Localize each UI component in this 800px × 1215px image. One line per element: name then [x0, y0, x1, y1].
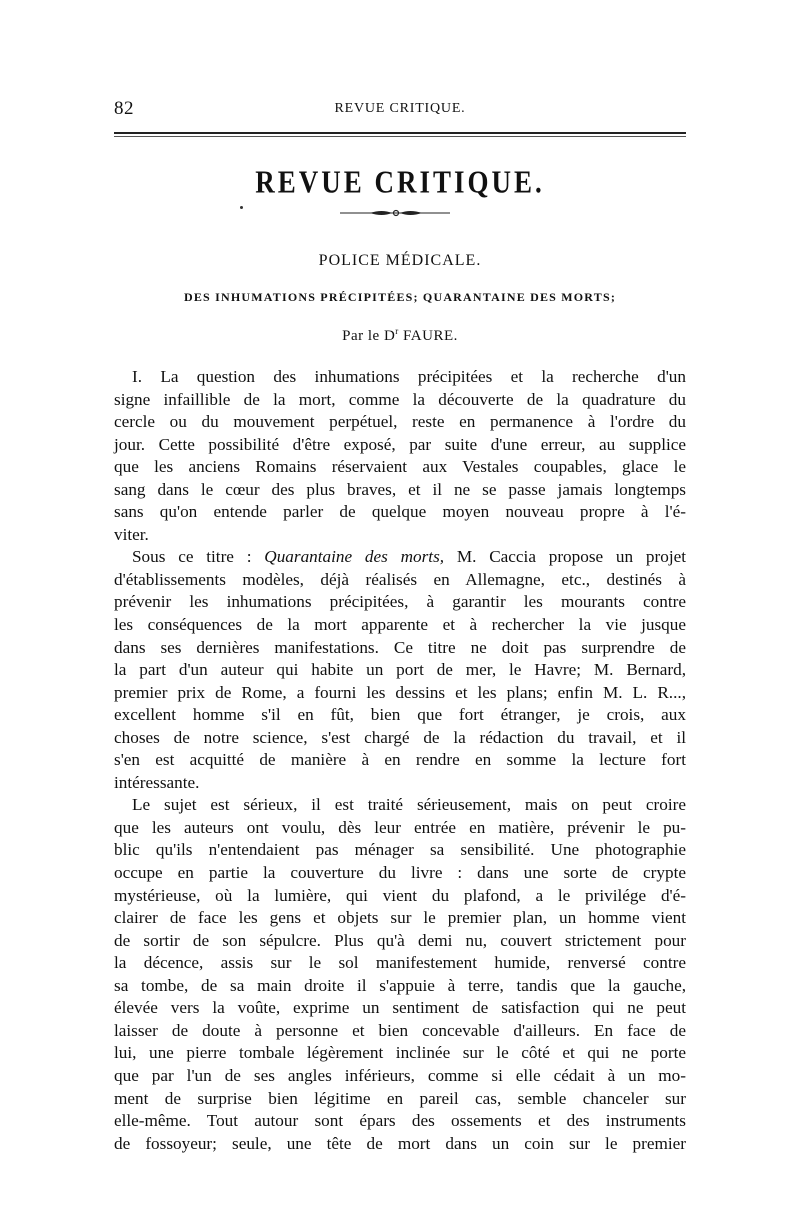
body-line: ment de surprise bien légitime en pareil cas, semble chanceler sur	[114, 1088, 686, 1108]
body-line: cercle ou du mouvement perpétuel, reste en permanence à l'ordre du	[114, 412, 686, 432]
body-line: que les anciens Romains réservaient aux Vestales coupables, glace le	[114, 457, 686, 477]
page-number: 82	[114, 98, 134, 119]
body-line: occupe en partie la couverture du livre : dans une sorte de crypte	[114, 863, 686, 883]
body-line: jour. Cette possibilité d'être exposé, par suite d'une erreur, au supplice	[114, 434, 686, 454]
body-line: prévenir les inhumations précipitées, à garantir les mourants contre	[114, 592, 686, 612]
body-line: viter.	[114, 524, 149, 544]
body-line: sa tombe, de sa main droite il s'appuie à terre, tandis que la gauche,	[114, 975, 686, 995]
running-head	[114, 98, 686, 122]
body-line: premier prix de Rome, a fourni les dessins et les plans; enfin M. L. R...,	[114, 682, 686, 702]
body-line: les conséquences de la mort apparente et à rechercher la vie jusque	[114, 615, 686, 635]
body-line: sans qu'on entende parler de quelque moyen nouveau propre à l'é-	[114, 502, 686, 522]
body-line: que par l'un de ses angles inférieurs, comme si elle cédait à un mo-	[114, 1065, 686, 1085]
body-line: lui, une pierre tombale légèrement inclinée sur le côté et qui ne porte	[114, 1043, 686, 1063]
header-rule	[114, 132, 686, 134]
body-line: mystérieuse, où la lumière, qui vient du plafond, a le privilége d'é-	[114, 885, 686, 905]
body-line: la part d'un auteur qui habite un port de mer, le Havre; M. Bernard,	[114, 660, 686, 680]
header-rule-thin	[114, 136, 686, 137]
body-line: I. La question des inhumations précipitées et la recherche d'un	[132, 367, 686, 386]
ink-speck	[240, 206, 243, 209]
body-line: de fossoyeur; seule, une tête de mort dans un coin sur le premier	[114, 1133, 686, 1153]
section-title: POLICE MÉDICALE.	[318, 252, 482, 269]
body-line: blic qu'ils n'entendaient pas ménager sa sensibilité. Une photographie	[114, 840, 686, 860]
byline-author: FAURE.	[403, 328, 458, 344]
body-line: que les auteurs ont voulu, dès leur entrée en matière, prévenir le pu-	[114, 817, 686, 837]
byline	[0, 326, 800, 345]
body-line: intéressante.	[114, 772, 200, 792]
body-line: Le sujet est sérieux, il est traité sérieusement, mais on peut croire	[132, 795, 686, 815]
body-line: de sortir de son sépulcre. Plus qu'à demi nu, couvert strictement pour	[114, 930, 686, 950]
article-body	[114, 366, 686, 1155]
body-line: elle-même. Tout autour sont épars des ossements et des instruments	[114, 1111, 686, 1131]
page-title: REVUE CRITIQUE.	[255, 164, 545, 200]
article-subtitle: DES INHUMATIONS PRÉCIPITÉES; QUARANTAINE DES MORTS;	[183, 290, 617, 304]
body-line-start: Sous ce titre :	[132, 547, 265, 567]
body-line	[114, 546, 686, 569]
body-line: d'établissements modèles, déjà réalisés en Allemagne, etc., destinés à	[114, 569, 686, 589]
body-line: dans ses dernières manifestations. Ce titre ne doit pas surprendre de	[114, 637, 686, 657]
running-title: REVUE CRITIQUE.	[334, 101, 466, 116]
body-line: s'en est acquitté de manière à en rendre en somme la lecture fort	[114, 750, 686, 770]
body-line-rest: M. Caccia propose un projet	[444, 547, 686, 567]
body-line: la décence, assis sur le sol manifestement humide, renversé contre	[114, 953, 686, 973]
body-line: élevée vers la voûte, exprime un sentiment de satisfaction qui ne peut	[114, 998, 686, 1018]
book-title-italic: Quarantaine des morts,	[264, 547, 445, 567]
body-line: signe infaillible de la mort, comme la découverte de la quadrature du	[114, 389, 686, 409]
ornament-divider-icon	[340, 207, 450, 219]
body-line: sang dans le cœur des plus braves, et il ne se passe jamais longtemps	[114, 479, 686, 499]
body-line: laisser de doute à personne et bien concevable d'ailleurs. En face de	[114, 1020, 686, 1040]
byline-prefix: Par le D	[342, 328, 396, 344]
byline-sup: r	[395, 326, 399, 336]
body-line: choses de notre science, s'est chargé de la rédaction du travail, et il	[114, 727, 686, 747]
body-line: excellent homme s'il en fût, bien que fort étranger, je crois, aux	[114, 705, 686, 725]
body-line: clairer de face les gens et objets sur le premier plan, un homme vient	[114, 908, 686, 928]
